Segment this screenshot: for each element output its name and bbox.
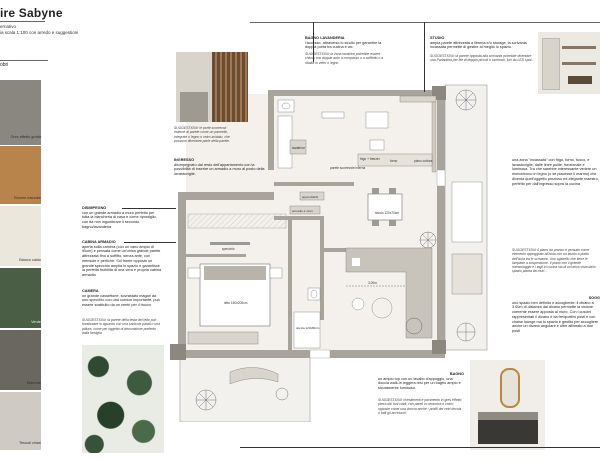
plan-label-forno: forno [390, 159, 398, 163]
photo-studio [538, 32, 600, 94]
plan-label-appendiabiti: appendiabiti [302, 195, 319, 199]
swatch-label: Marrone [26, 381, 41, 385]
note-disimpegno [82, 206, 162, 230]
sugg-bagno-lav: SUGGESTIONI: la zona lavatrice potrebbe essere chiusa con doppie ante a compasso o a soffietto o a ribalta in vetro o legno [305, 52, 384, 65]
note-soggiorno [512, 296, 600, 334]
plan-label-parete: parete scorrevole interna [330, 166, 366, 170]
plan-label-frigo: frigo + freezer [360, 157, 380, 161]
swatch-label: Rovere naturale [13, 196, 41, 200]
leader [122, 208, 176, 209]
page-subtitle-2: ia scala 1:100 con arredo e suggestioni [0, 30, 79, 35]
note-title: STUDIO [430, 36, 445, 40]
swatch-label: Verde [31, 320, 41, 324]
note-text: uno spazio ben definito e accogliente: il divano a 3.00m di distanza dal divano permette la visione coerente essere apposta al muro. Con i cuscini rappresentati il divano è da tre/quattro posti e con chaise lounge ma lo spazio è gestito per accogliere anche un divano angolare e oltre allineato a due posti [512, 300, 599, 333]
swatch-label: Bianco caldo [19, 258, 41, 262]
photo-bathroom [470, 360, 545, 450]
note-text: ampia parete attrezzata a libreria e/o storage, la scrivania incassata permette di gestire al meglio lo spazio. [430, 40, 527, 50]
plan-label-doccia: doccia 120x80cm [296, 326, 320, 330]
note-text: disimpegnato dal resto dell'appartamento con la possibilità di inserire un armadio a muro al posto della lavastoviglie. [174, 162, 265, 177]
sugg-zona: SUGGESTIONI: il piano da pranzo è pensato come elemento appoggiato all'isola con un tavolo a piatto dell'isola tra le scrivanie. Uno sgabello che tiene le lampade a sospensione. Il piano con il grande mensolaggio e i tagli in cucina sia di un'unica vista dallo spazio pianta da muri... [512, 248, 596, 274]
header-rule [0, 21, 45, 22]
note-ingresso [174, 158, 266, 177]
note-text: con un grande armadio a muro perfetto per tutta la biancheria di casa e come ripostiglio, con da non ingombrare il secondo bagno/lavanderia [82, 210, 157, 229]
swatch-verde [0, 268, 41, 328]
plan-label-dim: 3.00m [368, 281, 377, 285]
photo-wallpaper [82, 345, 164, 453]
note-bagno-lavanderia [305, 36, 385, 50]
leader [424, 22, 425, 92]
note-title: INGRESSO [174, 158, 195, 162]
note-text: un ampio top con un lavabo d'appoggio, una doccia walk-in leggera resi per un bagno ampio e sicuramente luminoso. [378, 376, 461, 391]
swatch-bianco [0, 206, 41, 266]
note-cabina [82, 240, 162, 278]
materials-heading: obri [0, 62, 9, 68]
leader [124, 242, 176, 243]
plan-label-specchio: specchio [222, 247, 235, 251]
note-title: DISIMPEGNO [82, 206, 107, 210]
note-camera [82, 289, 162, 308]
note-zona [512, 158, 600, 186]
swatch-label: Gres effetto grotta [10, 135, 41, 139]
plan-label-tavolo: tavolo 120x70cm [375, 211, 400, 215]
note-title: CABINA ARMADIO [82, 240, 116, 244]
plan-label-armadio: armadio a muro [292, 209, 314, 213]
note-title: SOGG [588, 296, 600, 300]
plan-label-letto: letto 160x200cm [224, 301, 248, 305]
page-title: ire Sabyne [0, 6, 63, 20]
materials-rule [0, 60, 48, 61]
sugg-entrance: SUGGESTIONI: le porte scorrevoli esterne al parete come un pannello, integrate o legno o vetro acidato, che possono diventare parte della parete. [174, 126, 230, 143]
page-subtitle-1: ernativo [0, 24, 17, 29]
plan-label-piano: piano cottura [414, 159, 433, 163]
top-rule [250, 22, 600, 23]
note-title: CAMERA [82, 289, 99, 293]
note-studio [430, 36, 536, 50]
note-title: BAGNO [449, 372, 464, 376]
sugg-studio: SUGGESTIONI: la parete opposta alla scrivania potrebbe diventare una Parlantina per file di doppia piccoli o lucernari, luci da LED spot... [430, 54, 535, 63]
note-text: una zona "incassata" con frigo, forno, fuoco, e lavastoviglie; dalle linee pulite, funzionale e luminosa. Tra che sarebbe interessante vedere un monoblocco in legno (o se piacesse il marmo) che diventa quell'oggetto prezioso ed elegante maestro, perfetto per dall'ingresso sopra la cucina [512, 158, 599, 186]
swatch-label: Tessuti chiari [19, 441, 41, 445]
note-text: un grande cassettone, sovrastato magari da uno specchio con una cornice importante, può essere sostituito da un ventri per il trucco [82, 293, 160, 308]
sugg-camera: SUGGESTIONI: la parete della testa del letto può focalizzare lo sguardo con una carta da parati o una pittura, come per oggetto di decorazione preferito dalla famiglia [82, 318, 161, 335]
note-text: l'accesso, attraverso lo studio per garantire la doppia porta tra cucina e wc. [305, 40, 382, 50]
note-text: aperta sulla camera (con un vano ampio di 90cm) e pensata come un'unica grande parete attrezzata fino a soffitto, senza ante, con mensole e pertiche. Sul fronte opposto un grande specchio amplia lo spazio e garantisce la perfetta fruibilità di una vera e propria cabina armadio [82, 244, 162, 277]
note-bagno [378, 372, 464, 391]
sugg-bagno: SUGGESTIONI: rivestimenti e pavimento in gres effetto pietra dai toni caldi, con pareti in ceramica o colori, opposte come una doccia anche / profili dei vetri doccia o tutti gli accessori. [378, 398, 462, 415]
plan-label-lavatrice: lavatrice [292, 146, 306, 150]
bottom-rule [240, 447, 600, 448]
photo-sliding-door [176, 52, 248, 122]
note-title: BAGNO LAVANDERIA [305, 36, 345, 40]
